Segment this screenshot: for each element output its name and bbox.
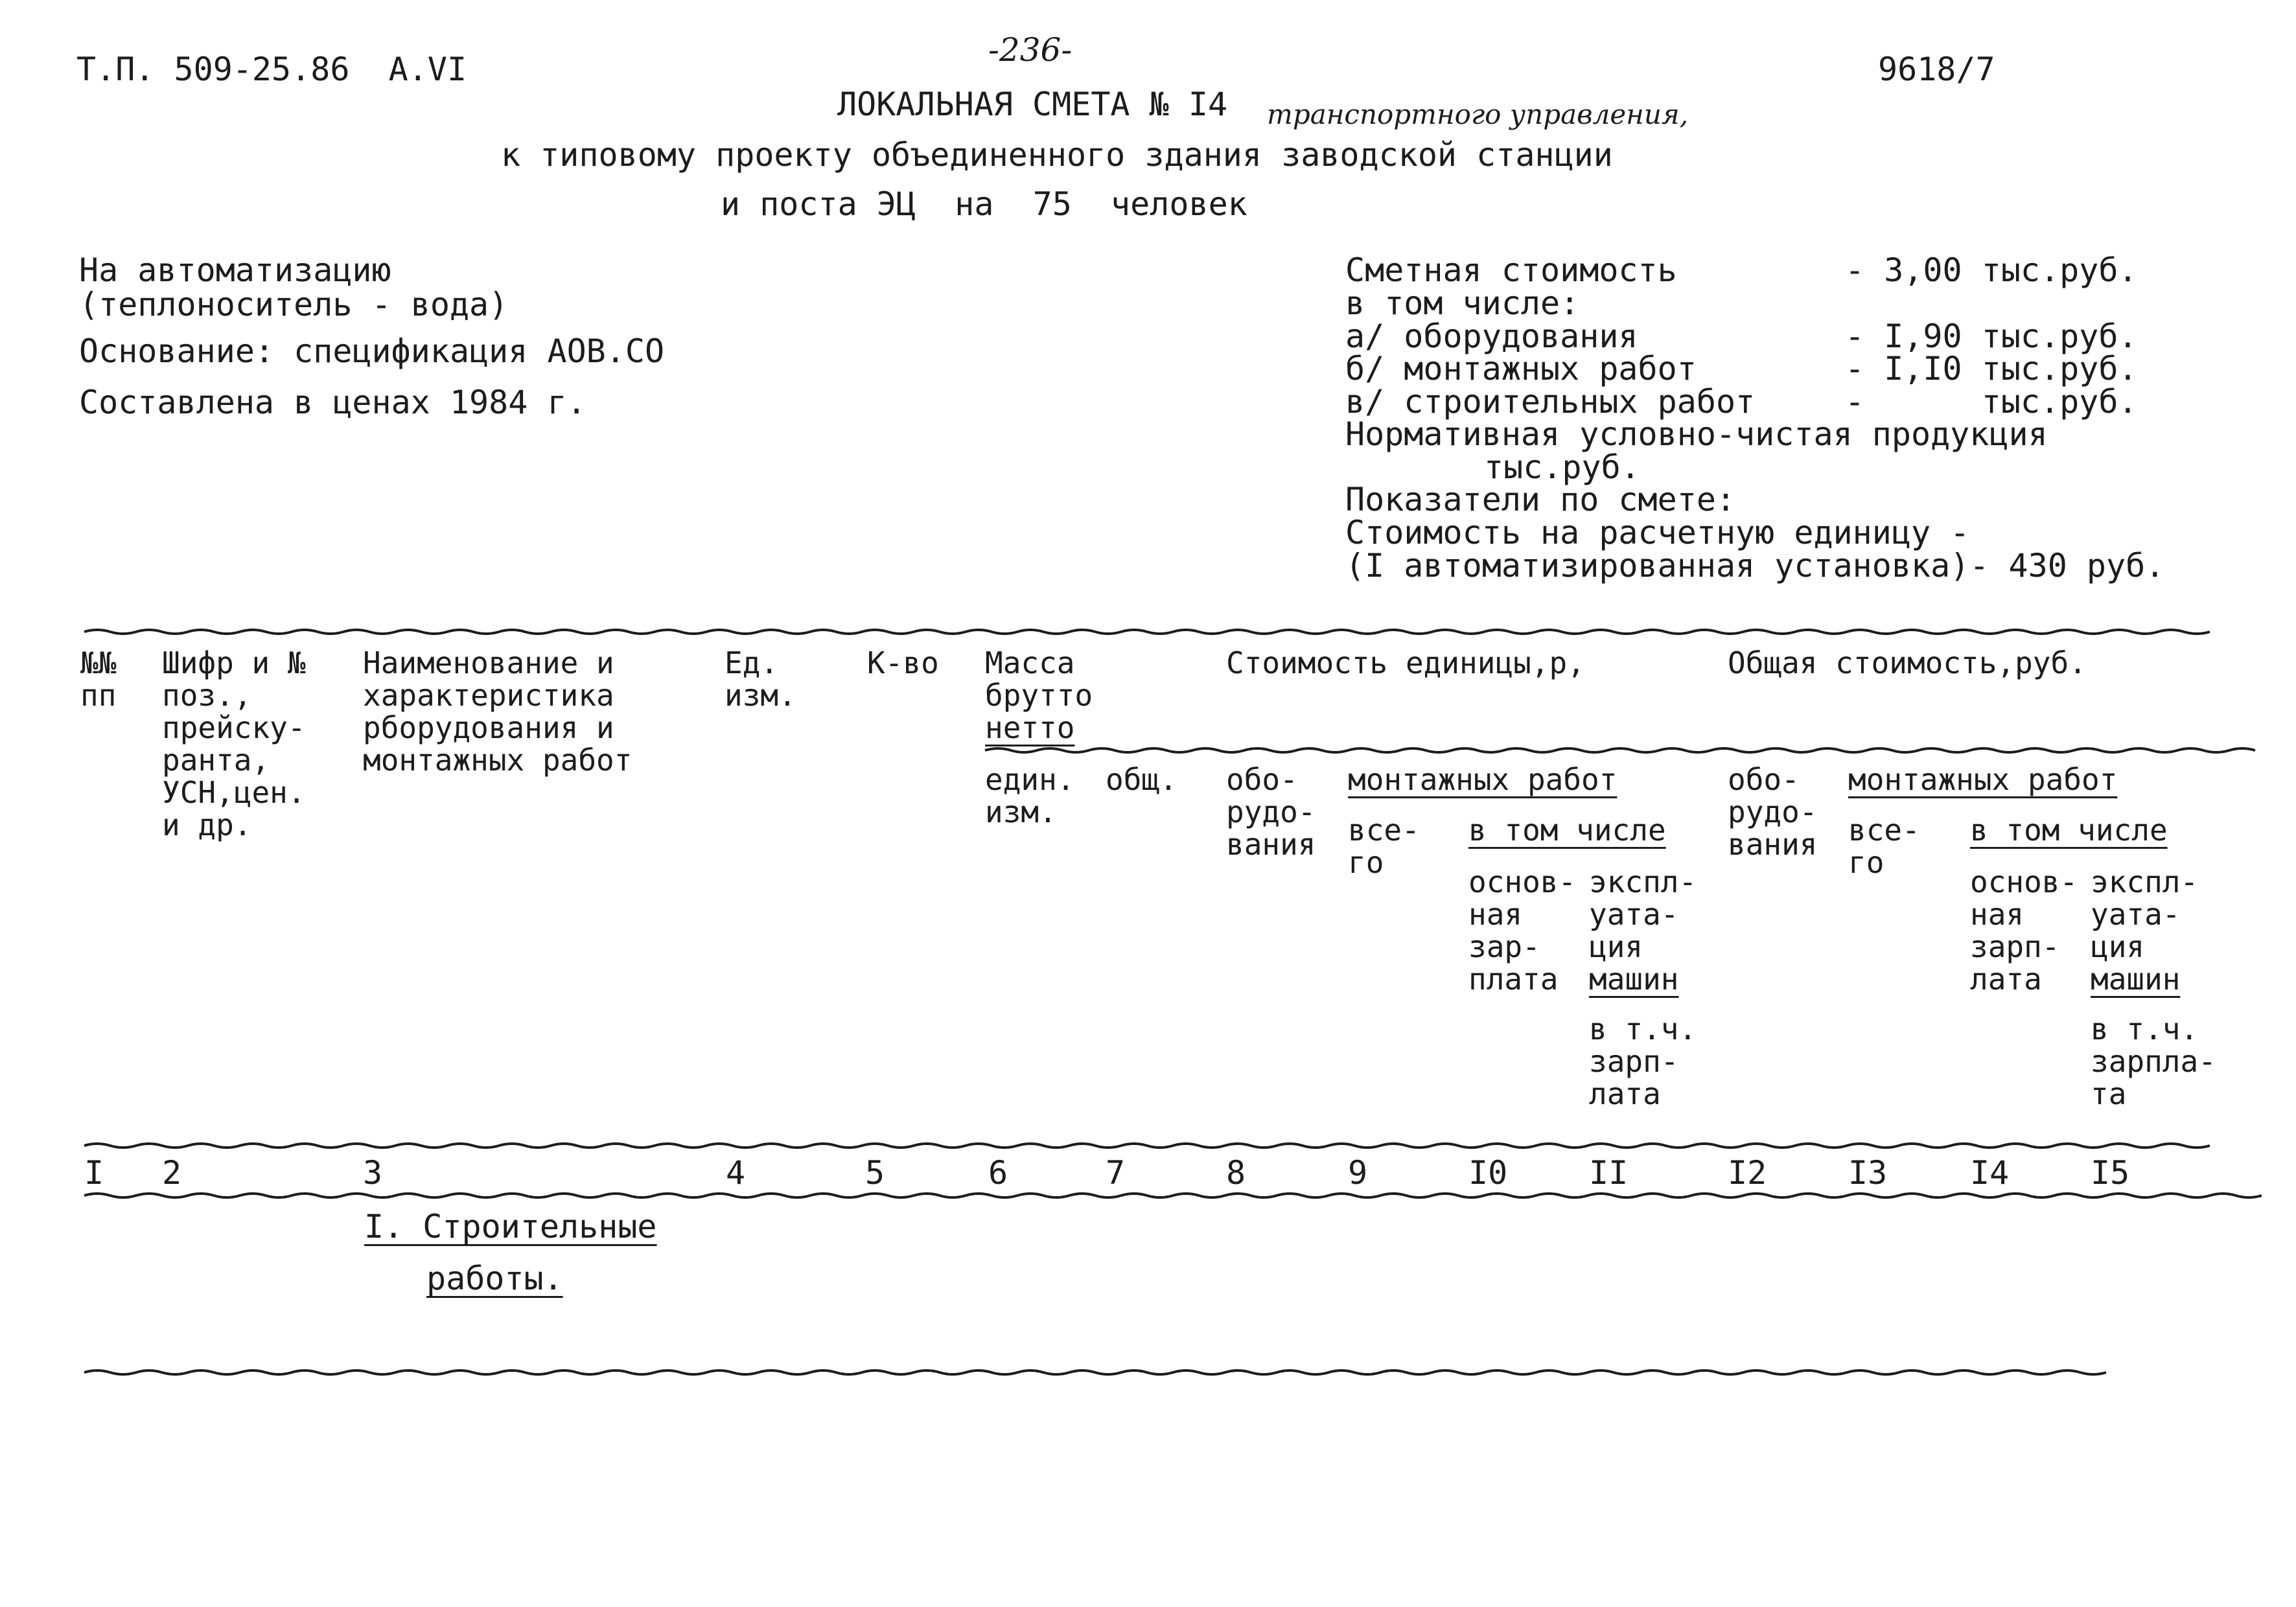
numbers-bottom-rule [84, 1194, 2262, 1197]
total-machines-header-2: уата- [2091, 897, 2181, 932]
estimate-title: ЛОКАЛЬНАЯ СМЕТА № I4 [837, 86, 1228, 123]
construction-label: в/ строительных работ [1345, 383, 1756, 421]
unit-machines-header-4: машин [1589, 962, 1679, 997]
total-cost-group-header: Общая стоимость,руб. [1728, 645, 2087, 680]
normative-line: Нормативная условно-чистая продукция [1345, 415, 2048, 453]
total-equipment-header-2: рудо- [1728, 794, 1818, 829]
indicators-label: Показатели по смете: [1345, 481, 1736, 518]
unit-incl-wage-header-2: зарп- [1589, 1044, 1679, 1079]
column-number: I4 [1970, 1154, 2010, 1192]
total-machines-header-4: машин [2091, 962, 2181, 997]
column-number: 3 [363, 1154, 383, 1192]
unit-basic-wage-header-2: ная [1468, 897, 1523, 932]
column-number: I3 [1848, 1154, 1888, 1192]
column-number: 5 [865, 1154, 885, 1192]
table-end-rule [84, 1370, 2106, 1374]
total-cost-label: Сметная стоимость [1345, 251, 1677, 289]
cipher-header-2: поз., [162, 678, 252, 713]
column-number: I [84, 1154, 104, 1192]
name-header-3: рборудования и [363, 710, 614, 745]
unit-header-2: изм. [725, 678, 796, 713]
purpose-line: На автоматизацию [79, 251, 391, 289]
mass-group-rule [985, 748, 2255, 752]
total-install-group-header: монтажных работ [1848, 762, 2118, 797]
section-title-2: работы. [426, 1260, 563, 1297]
including-label: в том числе: [1345, 284, 1580, 322]
total-incl-wage-header-2: зарпла- [2091, 1044, 2216, 1079]
page-number: -236- [988, 31, 1073, 69]
column-number: 7 [1106, 1154, 1126, 1192]
cipher-header-4: ранта, [162, 743, 270, 778]
column-number: 2 [162, 1154, 182, 1192]
basis-line: Основание: спецификация АОВ.СО [79, 332, 665, 370]
table-top-rule [84, 630, 2210, 634]
total-basic-wage-header-2: ная [1970, 897, 2024, 932]
mass-total-header: общ. [1106, 762, 1177, 797]
col-number-header: №№ [80, 645, 117, 680]
mass-header-net: нетто [985, 710, 1075, 745]
unit-cost-line: Стоимость на расчетную единицу - [1345, 514, 1970, 551]
unit-incl-wage-header-3: лата [1589, 1076, 1661, 1111]
installation-label: б/ монтажных работ [1345, 350, 1697, 387]
unit-equipment-header-2: рудо- [1226, 794, 1316, 829]
document-code: Т.П. 509-25.86 А.VI [76, 51, 467, 88]
header-bottom-rule [84, 1144, 2210, 1148]
section-title: I. Строительные [364, 1208, 657, 1245]
prices-year-line: Составлена в ценах 1984 г. [79, 384, 586, 421]
unit-total-header-2: го [1348, 845, 1384, 880]
unit-install-group-header: монтажных работ [1348, 762, 1618, 797]
mass-header: Масса [985, 645, 1075, 680]
unit-cost-value: (I автоматизированная установка)- 430 руб. [1345, 547, 2165, 584]
cipher-header-3: прейску- [162, 710, 306, 745]
mass-unit-header-2: изм. [985, 794, 1057, 829]
total-basic-wage-header-4: лата [1970, 962, 2042, 997]
column-number: I5 [2091, 1154, 2130, 1192]
unit-machines-header: экспл- [1589, 864, 1697, 899]
unit-header: Ед. [725, 645, 779, 680]
total-including-header: в том числе [1970, 813, 2168, 848]
unit-basic-wage-header: основ- [1468, 864, 1577, 899]
unit-machines-header-3: ция [1589, 929, 1643, 964]
cipher-header-5: УСН,цен. [162, 775, 306, 810]
normative-unit: тыс.руб. [1484, 448, 1640, 486]
total-total-header-2: го [1848, 845, 1884, 880]
unit-including-header: в том числе [1468, 813, 1666, 848]
equipment-value: - I,90 тыс.руб. [1845, 318, 2138, 355]
quantity-header: К-во [867, 645, 939, 680]
total-basic-wage-header-3: зарп- [1970, 929, 2060, 964]
total-machines-header-3: ция [2091, 929, 2145, 964]
name-header-2: характеристика [363, 678, 614, 713]
column-number: 4 [726, 1154, 746, 1192]
column-number: 8 [1226, 1154, 1246, 1192]
total-equipment-header: обо- [1728, 762, 1800, 797]
total-incl-wage-header: в т.ч. [2091, 1012, 2199, 1046]
sheet-reference: 9618/7 [1878, 51, 1995, 88]
unit-machines-header-2: уата- [1589, 897, 1679, 932]
unit-incl-wage-header: в т.ч. [1589, 1012, 1697, 1046]
unit-basic-wage-header-4: плата [1468, 962, 1559, 997]
column-number: I2 [1728, 1154, 1767, 1192]
construction-value: - тыс.руб. [1845, 383, 2138, 421]
total-incl-wage-header-3: та [2091, 1076, 2127, 1111]
handwritten-insert: транспортного управления, [1267, 98, 1689, 130]
cipher-header: Шифр и № [162, 645, 306, 680]
total-machines-header: экспл- [2091, 864, 2199, 899]
unit-equipment-header-3: вания [1226, 827, 1316, 862]
mass-header-gross: брутто [985, 678, 1093, 713]
name-header: Наименование и [363, 645, 614, 680]
unit-basic-wage-header-3: зар- [1468, 929, 1540, 964]
heat-carrier-line: (теплоноситель - вода) [79, 286, 509, 323]
total-equipment-header-3: вания [1728, 827, 1818, 862]
unit-total-header: все- [1348, 813, 1420, 848]
name-header-4: монтажных работ [363, 743, 632, 778]
unit-cost-group-header: Стоимость единицы,р, [1226, 645, 1585, 680]
column-number: 6 [988, 1154, 1008, 1192]
total-cost-value: - 3,00 тыс.руб. [1845, 251, 2138, 289]
mass-unit-header: един. [985, 762, 1075, 797]
installation-value: - I,I0 тыс.руб. [1845, 350, 2138, 387]
unit-equipment-header: обо- [1226, 762, 1298, 797]
estimate-subtitle: к типовому проекту объединенного здания заводской станции [501, 136, 1613, 174]
cipher-header-6: и др. [162, 807, 252, 842]
estimate-subtitle-2: и поста ЭЦ на 75 человек [721, 185, 1247, 223]
column-number: II [1589, 1154, 1629, 1192]
equipment-label: а/ оборудования [1345, 318, 1638, 355]
column-number: I0 [1468, 1154, 1508, 1192]
total-total-header: все- [1848, 813, 1920, 848]
column-number: 9 [1348, 1154, 1368, 1192]
total-basic-wage-header: основ- [1970, 864, 2078, 899]
col-number-header-2: пп [80, 678, 117, 713]
